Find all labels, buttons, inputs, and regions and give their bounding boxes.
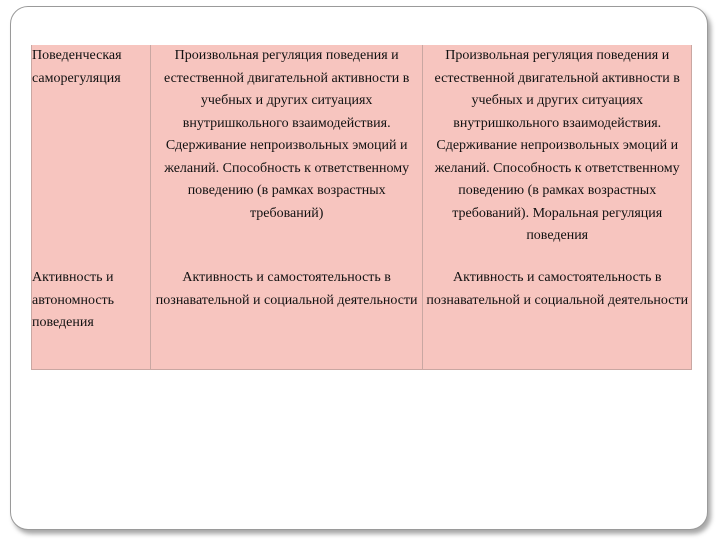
row-label-cell: Активность и автономность поведения bbox=[32, 267, 151, 370]
table-cell: Активность и самостоятельность в познавательной и социальной деятельности bbox=[423, 267, 692, 370]
table-cell: Произвольная регуляция поведения и естественной двигательной активности в учебных и других ситуациях внутришкольного взаимодействия. Сдерживание непроизвольных эмоций и желаний. Способность к ответственному поведению (в рамках возрастных требований) bbox=[150, 45, 423, 267]
table-cell: Произвольная регуляция поведения и естественной двигательной активности в учебных и других ситуациях внутришкольного взаимодействия. Сдерживание непроизвольных эмоций и желаний. Способность к ответственному поведению (в рамках возрастных требований). Моральная регуляция поведения bbox=[423, 45, 692, 267]
table-cell: Активность и самостоятельность в познавательной и социальной деятельности bbox=[150, 267, 423, 370]
comparison-table bbox=[31, 45, 692, 370]
row-label-cell: Поведенческая саморегуляция bbox=[32, 45, 151, 267]
table-row bbox=[32, 45, 692, 267]
table-row bbox=[32, 267, 692, 370]
